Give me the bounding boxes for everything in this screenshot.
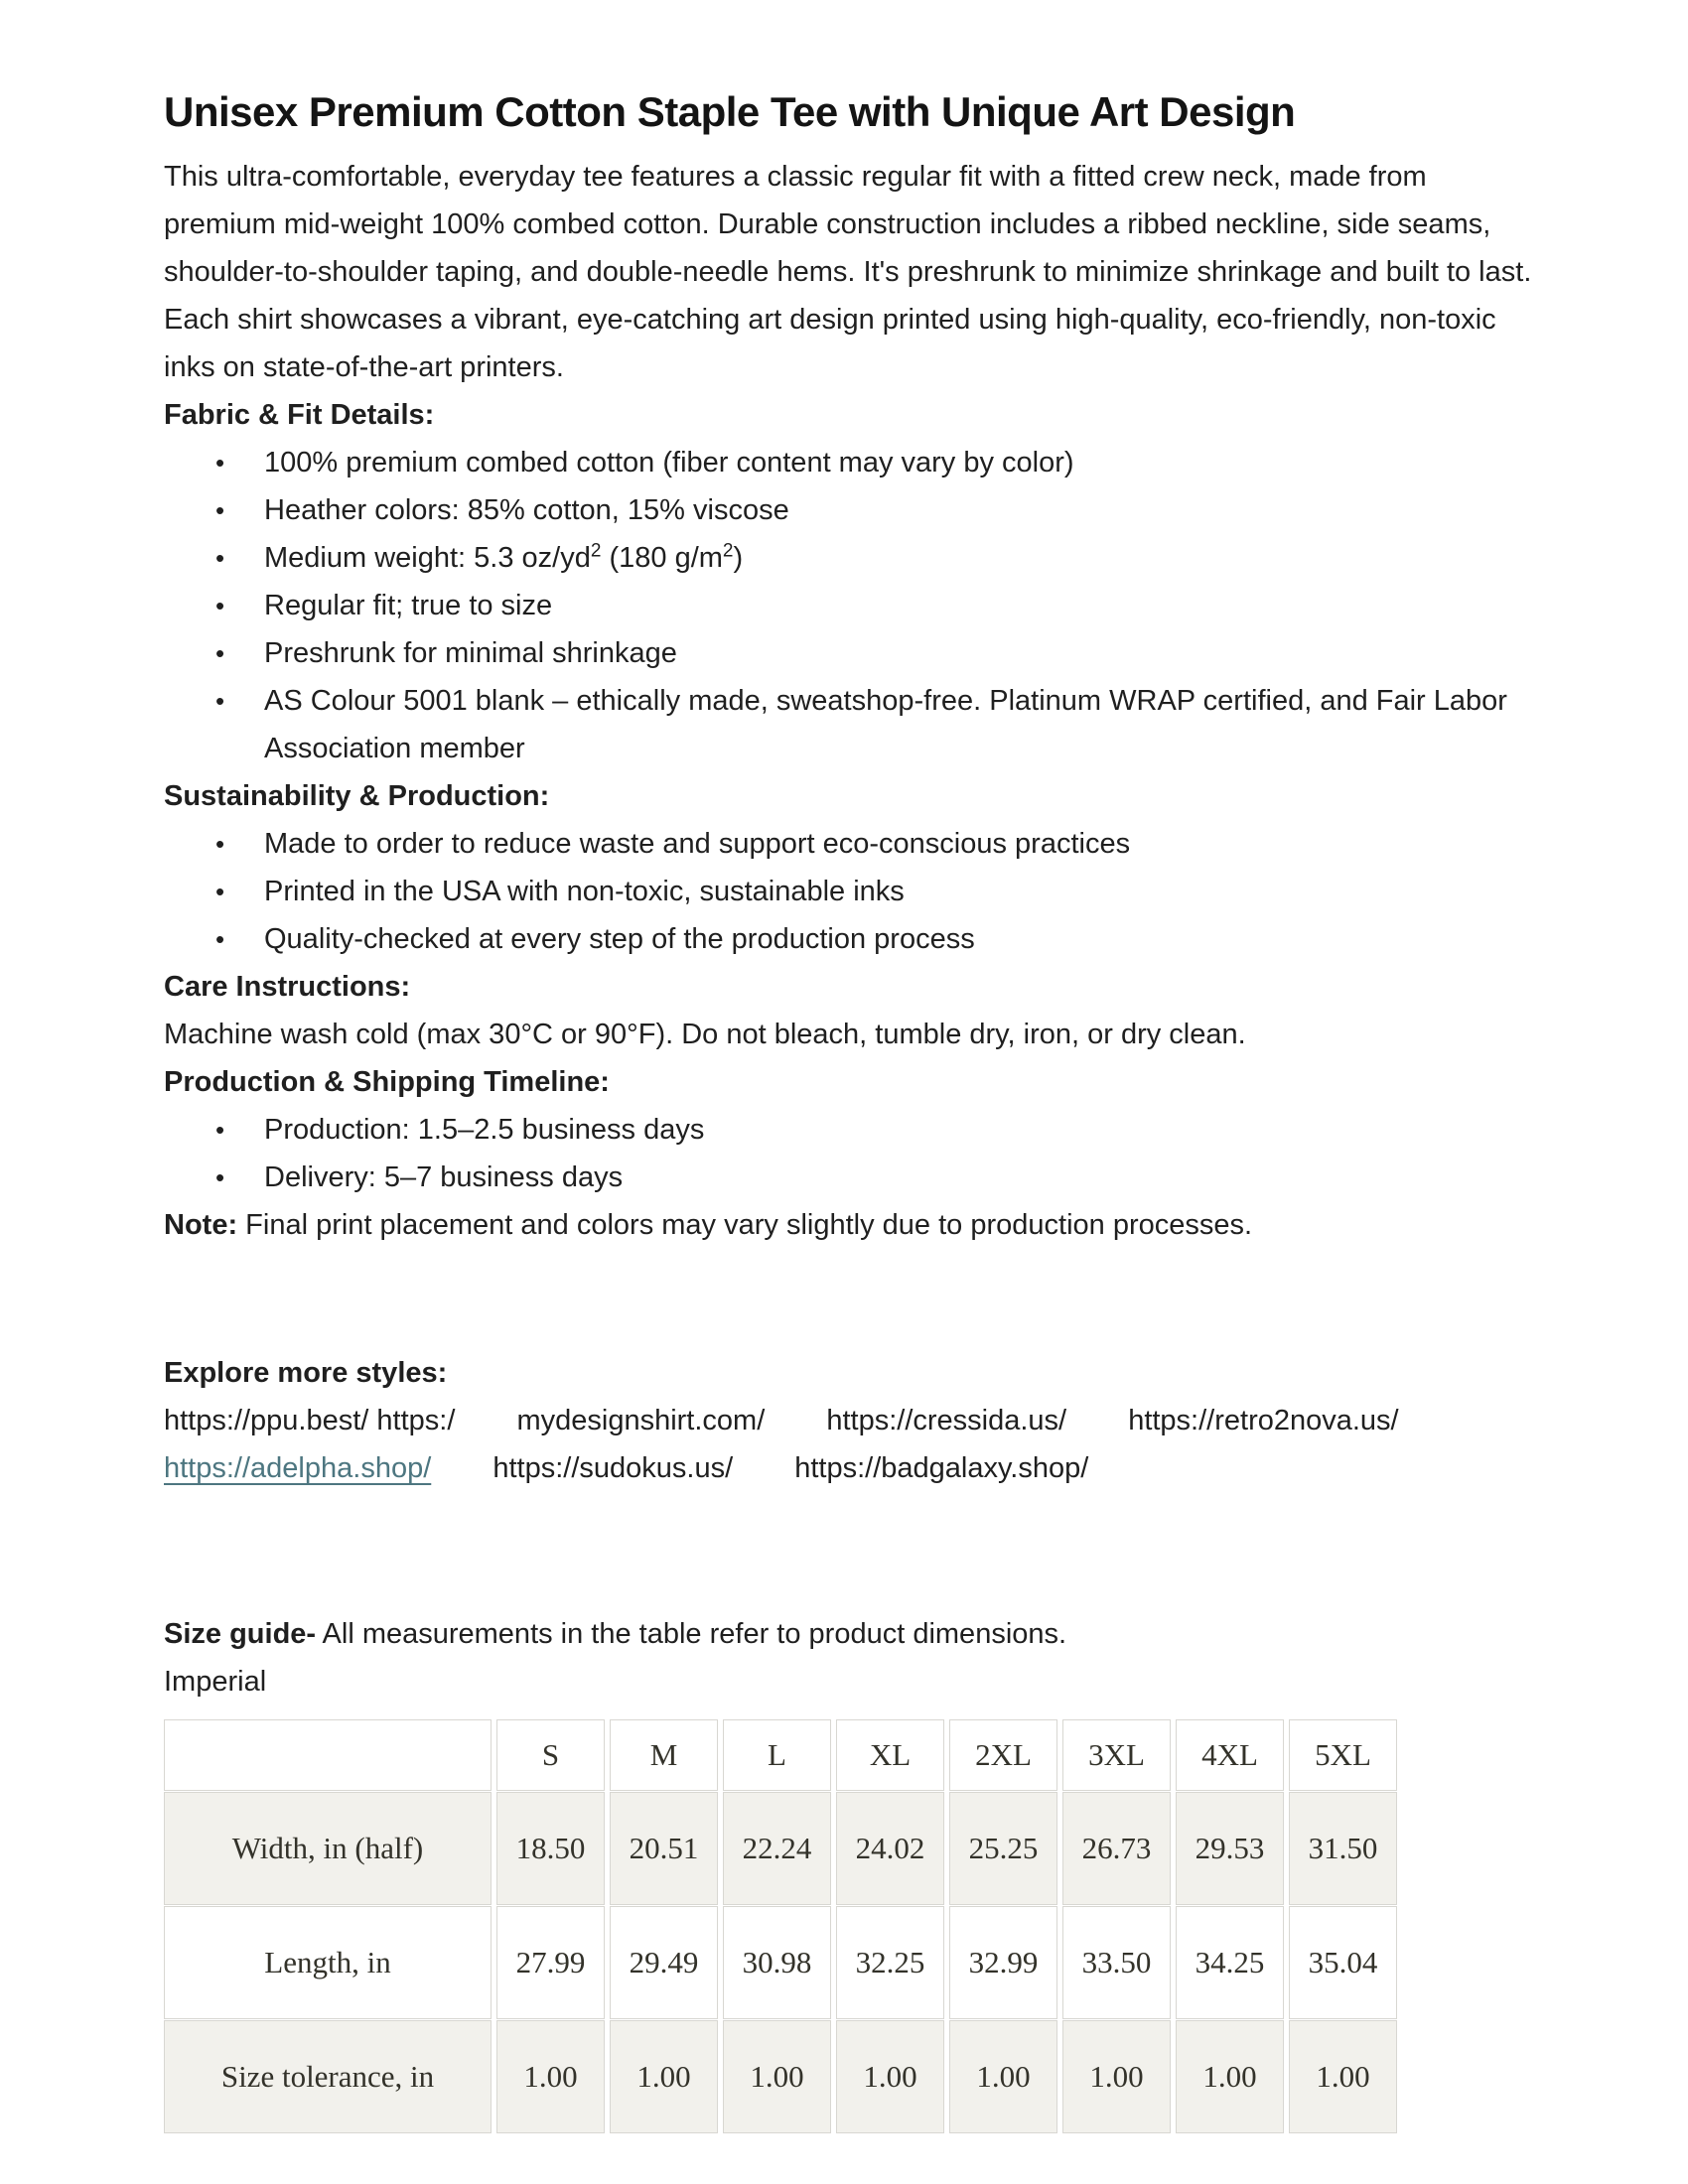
column-header-5xl: 5XL (1289, 1719, 1397, 1791)
size-guide-intro (164, 1610, 1534, 1658)
column-header-2xl: 2XL (949, 1719, 1057, 1791)
list-item: • Quality-checked at every step of the production process (164, 915, 1534, 963)
links-row-2 (164, 1444, 1534, 1492)
note-paragraph (164, 1201, 1534, 1249)
list-item (164, 534, 1534, 582)
table-cell: 1.00 (1062, 2020, 1171, 2133)
row-label: Length, in (164, 1906, 492, 2019)
intro-paragraph-2: Each shirt showcases a vibrant, eye-catching art design printed using high-quality, eco-friendly, non-toxic inks on state-of-the-art printers. (164, 304, 1496, 383)
row-label: Width, in (half) (164, 1792, 492, 1905)
list-item: • Production: 1.5–2.5 business days (164, 1106, 1534, 1154)
table-cell: 32.99 (949, 1906, 1057, 2019)
table-row-size-tolerance (164, 2020, 1397, 2133)
table-cell: 1.00 (1176, 2020, 1284, 2133)
list-item: • Preshrunk for minimal shrinkage (164, 629, 1534, 677)
table-cell: 27.99 (496, 1906, 605, 2019)
size-guide-text: All measurements in the table refer to product dimensions. (316, 1618, 1067, 1650)
table-cell: 25.25 (949, 1792, 1057, 1905)
table-cell: 18.50 (496, 1792, 605, 1905)
table-cell: 1.00 (836, 2020, 944, 2133)
production-shipping-list (164, 1106, 1534, 1201)
heading-care-instructions: Care Instructions: (164, 971, 411, 1003)
table-cell: 1.00 (1289, 2020, 1397, 2133)
table-row-width (164, 1792, 1397, 1905)
note-text: Final print placement and colors may vary slightly due to production processes. (237, 1209, 1253, 1241)
size-guide-label: Size guide- (164, 1618, 317, 1650)
fabric-fit-list (164, 439, 1534, 772)
table-cell: 33.50 (1062, 1906, 1171, 2019)
table-cell: 26.73 (1062, 1792, 1171, 1905)
explore-more-styles-section (164, 1349, 1534, 1492)
list-item: • Made to order to reduce waste and support eco-conscious practices (164, 820, 1534, 868)
list-item-text: ) (733, 542, 744, 574)
table-corner-cell (164, 1719, 492, 1791)
list-item-text: (180 g/m (601, 542, 723, 574)
url-text: https://badgalaxy.shop/ (794, 1452, 1089, 1484)
column-header-l: L (723, 1719, 831, 1791)
table-cell: 34.25 (1176, 1906, 1284, 2019)
table-cell: 1.00 (723, 2020, 831, 2133)
heading-explore-more-styles: Explore more styles: (164, 1357, 448, 1389)
list-item: • 100% premium combed cotton (fiber content may vary by color) (164, 439, 1534, 486)
unit-label-imperial: Imperial (164, 1666, 267, 1698)
list-item-text: Medium weight: 5.3 oz/yd (264, 542, 591, 574)
table-cell: 31.50 (1289, 1792, 1397, 1905)
column-header-3xl: 3XL (1062, 1719, 1171, 1791)
column-header-s: S (496, 1719, 605, 1791)
table-cell: 24.02 (836, 1792, 944, 1905)
care-instructions-text: Machine wash cold (max 30°C or 90°F). Do not bleach, tumble dry, iron, or dry clean. (164, 1019, 1246, 1050)
table-header-row (164, 1719, 1397, 1791)
list-item: • Printed in the USA with non-toxic, sustainable inks (164, 868, 1534, 915)
table-cell: 30.98 (723, 1906, 831, 2019)
url-text: https://cressida.us/ (826, 1405, 1067, 1436)
table-row-length (164, 1906, 1397, 2019)
url-text: mydesignshirt.com/ (516, 1405, 766, 1436)
heading-sustainability: Sustainability & Production: (164, 780, 550, 812)
list-item: • Delivery: 5–7 business days (164, 1154, 1534, 1201)
table-cell: 32.25 (836, 1906, 944, 2019)
column-header-4xl: 4XL (1176, 1719, 1284, 1791)
table-cell: 1.00 (496, 2020, 605, 2133)
table-cell: 29.53 (1176, 1792, 1284, 1905)
size-guide-section (164, 1610, 1534, 2134)
heading-production-shipping: Production & Shipping Timeline: (164, 1066, 610, 1098)
list-item: • Heather colors: 85% cotton, 15% viscose (164, 486, 1534, 534)
intro-paragraph-1: This ultra-comfortable, everyday tee features a classic regular fit with a fitted crew neck, made from premium mid-weight 100% combed cotton. Durable construction includes a ribbed neckline, side seams, shoulder-to-shoulder taping, and double-needle hems. It's preshrunk to minimize shrinkage and built to last. (164, 161, 1532, 288)
row-label: Size tolerance, in (164, 2020, 492, 2133)
sustainability-list (164, 820, 1534, 963)
list-item: • AS Colour 5001 blank – ethically made, sweatshop-free. Platinum WRAP certified, and Fair Labor Association member (164, 677, 1534, 772)
page-title: Unisex Premium Cotton Staple Tee with Unique Art Design (164, 88, 1296, 135)
table-cell: 1.00 (949, 2020, 1057, 2133)
column-header-m: M (610, 1719, 718, 1791)
list-item: • Regular fit; true to size (164, 582, 1534, 629)
url-text: https://ppu.best/ https:/ (164, 1405, 456, 1436)
table-cell: 1.00 (610, 2020, 718, 2133)
superscript: 2 (590, 540, 602, 562)
table-cell: 29.49 (610, 1906, 718, 2019)
heading-fabric-fit: Fabric & Fit Details: (164, 399, 435, 431)
table-cell: 35.04 (1289, 1906, 1397, 2019)
note-label: Note: (164, 1209, 238, 1241)
superscript: 2 (722, 540, 734, 562)
size-guide-table (159, 1718, 1402, 2134)
url-text: https://sudokus.us/ (492, 1452, 734, 1484)
table-cell: 20.51 (610, 1792, 718, 1905)
url-text: https://retro2nova.us/ (1128, 1405, 1399, 1436)
adelpha-shop-link[interactable]: https://adelpha.shop/ (164, 1452, 432, 1484)
column-header-xl: XL (836, 1719, 944, 1791)
table-cell: 22.24 (723, 1792, 831, 1905)
links-row-1 (164, 1397, 1534, 1444)
